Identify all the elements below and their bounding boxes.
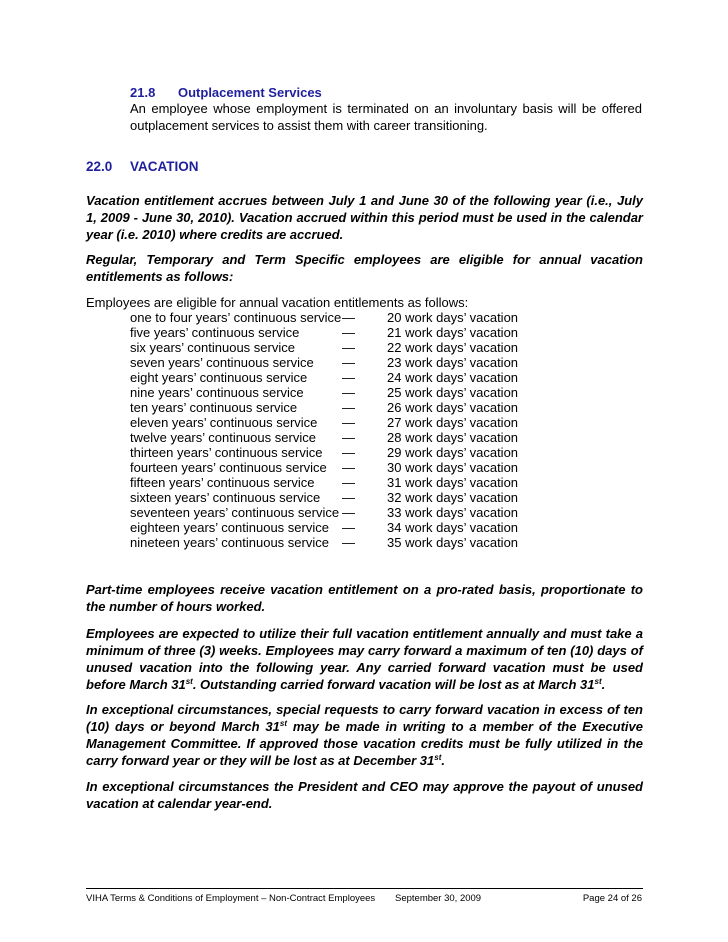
text: . Outstanding carried forward vacation will be lost as at March 31 — [192, 677, 595, 692]
footer-divider — [86, 888, 643, 889]
service-years: sixteen years’ continuous service — [130, 490, 321, 505]
service-years: six years’ continuous service — [130, 340, 295, 355]
service-years: nine years’ continuous service — [130, 385, 304, 400]
vacation-days: 25 work days’ vacation — [387, 385, 519, 400]
dash: — — [342, 505, 355, 520]
dash: — — [342, 490, 355, 505]
dash: — — [342, 385, 355, 400]
vacation-days: 31 work days’ vacation — [387, 475, 519, 490]
payout-paragraph: In exceptional circumstances the President and CEO may approve the payout of unused vacation at calendar year-end. — [86, 779, 643, 811]
vacation-days: 29 work days’ vacation — [387, 445, 519, 460]
section-number: 22.0 — [86, 159, 113, 174]
dash: — — [342, 475, 355, 490]
eligibility-paragraph: Regular, Temporary and Term Specific employees are eligible for annual vacation entitlements as follows: — [86, 252, 643, 284]
footer-date: September 30, 2009 — [395, 893, 482, 904]
section-heading — [86, 159, 199, 174]
superscript: st — [594, 677, 602, 686]
dash: — — [342, 325, 355, 340]
dash: — — [342, 355, 355, 370]
subsection-number: 21.8 — [130, 85, 156, 100]
part-time-paragraph: Part-time employees receive vacation entitlement on a pro-rated basis, proportionate to the number of hours worked. — [86, 582, 643, 614]
text: . — [441, 753, 446, 768]
footer-page-number: Page 24 of 26 — [582, 893, 642, 904]
service-years: one to four years’ continuous service — [130, 310, 342, 325]
dash: — — [342, 535, 355, 550]
dash: — — [342, 430, 355, 445]
service-years: eight years’ continuous service — [130, 370, 308, 385]
service-years: twelve years’ continuous service — [130, 430, 316, 445]
vacation-days: 34 work days’ vacation — [387, 520, 519, 535]
vacation-days: 21 work days’ vacation — [387, 325, 519, 340]
service-years: seven years’ continuous service — [130, 355, 314, 370]
dash: — — [342, 445, 355, 460]
vacation-accrual-paragraph: Vacation entitlement accrues between July 1 and June 30 of the following year (i.e., July 1, 2009 - June 30, 2010). Vacation accrued within this period must be used in the calendar year (i.e. 2010) where credits are accrued. — [86, 193, 643, 242]
service-years: seventeen years’ continuous service — [130, 505, 340, 520]
dash: — — [342, 520, 355, 535]
text: may be made in writing to a member of the Executive Management Committee. If approved those vacation credits must be fully utilized in the carry forward year or they will be lost as at December 31 — [86, 719, 643, 768]
dash: — — [342, 370, 355, 385]
vacation-days: 24 work days’ vacation — [387, 370, 519, 385]
dash: — — [342, 460, 355, 475]
service-years: ten years’ continuous service — [130, 400, 298, 415]
dash: — — [342, 415, 355, 430]
vacation-days: 27 work days’ vacation — [387, 415, 519, 430]
section-title: VACATION — [130, 159, 199, 174]
subsection-heading — [130, 85, 322, 100]
vacation-days: 23 work days’ vacation — [387, 355, 519, 370]
carry-forward-paragraph — [86, 625, 643, 693]
service-years: fourteen years’ continuous service — [130, 460, 327, 475]
superscript: st — [279, 719, 287, 728]
footer-document-title: VIHA Terms & Conditions of Employment – Non-Contract Employees — [86, 893, 376, 904]
subsection-body: An employee whose employment is terminated on an involuntary basis will be offered outplacement services to assist them with career transitioning. — [130, 101, 642, 133]
vacation-days: 28 work days’ vacation — [387, 430, 519, 445]
text: In exceptional circumstances, special requests to carry forward vacation in excess of ten (10) days or beyond March 31 — [86, 702, 643, 734]
vacation-days: 20 work days’ vacation — [387, 310, 519, 325]
service-years: eleven years’ continuous service — [130, 415, 318, 430]
vacation-days: 35 work days’ vacation — [387, 535, 519, 550]
vacation-days: 22 work days’ vacation — [387, 340, 519, 355]
vacation-days: 32 work days’ vacation — [387, 490, 519, 505]
service-years: fifteen years’ continuous service — [130, 475, 315, 490]
subsection-title: Outplacement Services — [178, 85, 322, 100]
dash: — — [342, 310, 355, 325]
vacation-days: 30 work days’ vacation — [387, 460, 519, 475]
entitlement-intro: Employees are eligible for annual vacation entitlements as follows: — [86, 295, 469, 310]
vacation-days: 33 work days’ vacation — [387, 505, 519, 520]
dash: — — [342, 400, 355, 415]
service-years: thirteen years’ continuous service — [130, 445, 323, 460]
superscript: st — [185, 677, 193, 686]
text: Employees are expected to utilize their full vacation entitlement annually and must take a minimum of three (3) weeks. Employees may carry forward a maximum of ten (10) days of unused vacation into the following year. Any carried forward vacation must be used before March 31 — [86, 626, 643, 692]
service-years: eighteen years’ continuous service — [130, 520, 329, 535]
exceptional-requests-paragraph — [86, 701, 643, 769]
vacation-days: 26 work days’ vacation — [387, 400, 519, 415]
superscript: st — [434, 753, 442, 762]
service-years: five years’ continuous service — [130, 325, 300, 340]
service-years: nineteen years’ continuous service — [130, 535, 329, 550]
dash: — — [342, 340, 355, 355]
text: . — [601, 677, 606, 692]
